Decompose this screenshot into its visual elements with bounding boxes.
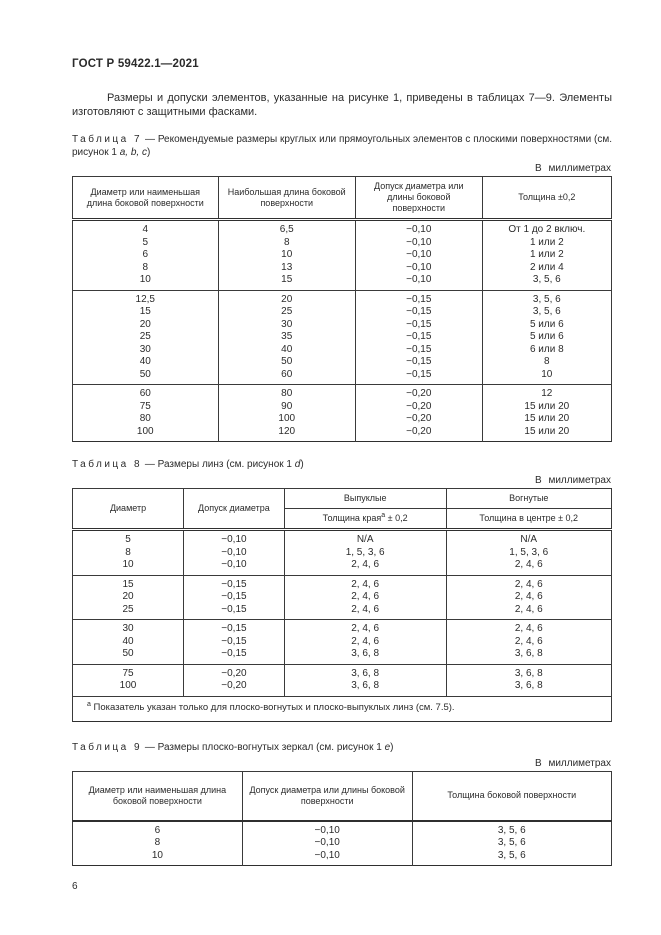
table-cell: 25 [73,604,184,620]
table9-caption-suffix: ) [390,741,394,753]
table-row-group [73,575,612,620]
intro-paragraph: Размеры и допуски элементов, указанные на рисунке 1, приведены в таблицах 7—9. Элементы изготовляют с защитными фасками. [72,92,612,118]
table-cell: 12,5 [73,290,219,306]
table-cell: 20 [73,591,184,604]
table9-col-diameter: Диаметр или наименьшая длина боковой поверхности [73,771,243,821]
table7-caption-figure-refs: a, b, c [119,147,147,158]
table-cell: 10 [73,274,219,290]
table8-col-concave: Вогнутые [446,489,612,509]
table-cell: 6 [73,821,243,838]
table-cell: 2, 4, 6 [284,559,446,575]
table-cell: 2, 4, 6 [284,636,446,649]
table8-col-convex: Выпуклые [284,489,446,509]
table-cell: −0,15 [355,290,482,306]
table-row [73,331,612,344]
table-cell: 1, 5, 3, 6 [446,547,612,560]
table8-caption-suffix: ) [300,459,304,470]
table-cell: 6,5 [218,220,355,237]
table-row [73,290,612,306]
table-cell: −0,10 [242,821,412,838]
table-cell: 10 [73,559,184,575]
table-cell: N/A [446,530,612,547]
table-row [73,591,612,604]
table-row [73,306,612,319]
table-row-group [73,620,612,665]
table-cell: −0,10 [184,530,285,547]
table-cell: 2, 4, 6 [446,636,612,649]
table-cell: 5 [73,530,184,547]
table-row [73,385,612,401]
table-row [73,262,612,275]
table-cell: 8 [73,837,243,850]
header-text: Толщина края [322,513,382,523]
table-row [73,559,612,575]
table-cell: 120 [218,426,355,442]
table-row [73,249,612,262]
page-number: 6 [72,881,78,892]
table-cell: 15 [73,575,184,591]
table-cell: 8 [482,356,611,369]
table-cell: 20 [218,290,355,306]
table-row [73,369,612,385]
table-cell: −0,20 [355,385,482,401]
table-row [73,401,612,414]
table8-col-concave-center-thickness: Толщина в центре ± 0,2 [446,509,612,530]
document-title: ГОСТ Р 59422.1—2021 [72,58,199,70]
table-cell: −0,20 [355,413,482,426]
table-cell: 3, 6, 8 [446,680,612,696]
table-row [73,648,612,664]
table-cell: 2, 4, 6 [284,604,446,620]
table-cell: 50 [73,369,219,385]
table-cell: 4 [73,220,219,237]
table-row-group [73,220,612,291]
table9-caption-text: — Размеры плоско-вогнутых зеркал (см. рисунок 1 [142,741,385,753]
table-cell: 3, 6, 8 [446,664,612,680]
table7-caption [72,133,612,159]
table-cell: 3, 6, 8 [446,648,612,664]
table-row-group [73,664,612,696]
table-cell: 80 [73,413,219,426]
table8-caption-figure-refs: d [294,459,301,470]
table-row-group [73,385,612,442]
table-header-row [73,771,612,821]
table-cell: 1, 5, 3, 6 [284,547,446,560]
table-cell: −0,15 [355,319,482,332]
table-cell: 25 [73,331,219,344]
table-cell: 10 [218,249,355,262]
table-cell: −0,15 [184,636,285,649]
table-cell: 30 [218,319,355,332]
table-cell: −0,15 [355,369,482,385]
table-cell: 3, 5, 6 [412,837,611,850]
table-cell: −0,10 [184,559,285,575]
table-cell: −0,15 [184,604,285,620]
table-cell: 15 или 20 [482,426,611,442]
table-cell: 3, 6, 8 [284,680,446,696]
table-cell: −0,15 [355,344,482,357]
header-text: ± 0,2 [385,513,408,523]
table7-col-thickness: Толщина ±0,2 [482,177,611,220]
table8-caption-text: — Размеры линз (см. рисунок 1 [142,459,295,470]
table-cell: −0,15 [355,356,482,369]
table-row [73,837,612,850]
table-cell: 8 [73,547,184,560]
table7-header [73,177,612,220]
table7-caption-label: Таблица 7 [72,134,143,145]
table-cell: 100 [218,413,355,426]
table9 [72,771,612,867]
table-row [73,850,612,866]
table9-caption [72,741,612,754]
table-cell: 3, 6, 8 [284,664,446,680]
table-row [73,344,612,357]
table-cell: 12 [482,385,611,401]
table-row [73,413,612,426]
table-cell: 2, 4, 6 [284,575,446,591]
table9-col-tolerance: Допуск диаметра или длины боковой поверхности [242,771,412,821]
table-cell: 50 [218,356,355,369]
table-cell: −0,20 [184,680,285,696]
table-cell: 15 или 20 [482,401,611,414]
table-cell: −0,10 [184,547,285,560]
table-cell: 80 [218,385,355,401]
table8-footnote [73,696,612,721]
table-cell: 6 или 8 [482,344,611,357]
table-cell: 3, 5, 6 [412,850,611,866]
table-cell: 2, 4, 6 [446,620,612,636]
table-cell: −0,10 [355,262,482,275]
table8-caption-label: Таблица 8 [72,459,143,470]
table7-caption-suffix: ) [146,147,151,158]
table-cell: −0,10 [355,274,482,290]
table-row-group [73,530,612,576]
table8-col-diameter: Диаметр [73,489,184,530]
table7-col-diameter: Диаметр или наименьшая длина боковой поверхности [73,177,219,220]
table-cell: −0,15 [184,620,285,636]
table-cell: 2, 4, 6 [446,591,612,604]
table8-caption [72,458,612,471]
table7-units-label: В миллиметрах [535,163,611,174]
table-row [73,575,612,591]
table-row [73,636,612,649]
table-cell: 2, 4, 6 [284,620,446,636]
table-row [73,664,612,680]
table-row [73,821,612,838]
table-cell: 3, 6, 8 [284,648,446,664]
table-cell: 2, 4, 6 [446,604,612,620]
table8 [72,488,612,722]
table-cell: 100 [73,426,219,442]
table-cell: 40 [218,344,355,357]
table-cell: 20 [73,319,219,332]
table-cell: 2, 4, 6 [446,575,612,591]
table-cell: 50 [73,648,184,664]
table-cell: 2 или 4 [482,262,611,275]
table-row [73,237,612,250]
table-row [73,319,612,332]
table-cell: 1 или 2 [482,237,611,250]
table-cell: 10 [73,850,243,866]
table-cell: 8 [73,262,219,275]
table-header-row [73,489,612,509]
table-cell: 10 [482,369,611,385]
table-cell: 8 [218,237,355,250]
table8-units-label: В миллиметрах [535,475,611,486]
table-cell: 13 [218,262,355,275]
table-row [73,220,612,237]
table-cell: 15 [218,274,355,290]
table7-col-max-length: Наибольшая длина боковой поверхности [218,177,355,220]
table-cell: 15 [73,306,219,319]
table-cell: 2, 4, 6 [446,559,612,575]
table-header-row [73,177,612,220]
table-cell: 5 или 6 [482,331,611,344]
table-cell: 3, 5, 6 [412,821,611,838]
table-cell: 30 [73,344,219,357]
table8-col-convex-edge-thickness [284,509,446,530]
table-cell: 6 [73,249,219,262]
table-row [73,620,612,636]
table-cell: 5 [73,237,219,250]
table-cell: −0,10 [242,837,412,850]
table-cell: −0,10 [355,220,482,237]
table-cell: 15 или 20 [482,413,611,426]
table-cell: 3, 5, 6 [482,290,611,306]
table-row [73,426,612,442]
table-cell: −0,15 [184,575,285,591]
table-cell: −0,15 [184,591,285,604]
table-cell: 3, 5, 6 [482,274,611,290]
table7 [72,176,612,442]
table9-header [73,771,612,821]
table-cell: От 1 до 2 включ. [482,220,611,237]
table-row [73,547,612,560]
table-cell: 60 [218,369,355,385]
table-cell: 25 [218,306,355,319]
table8-col-tolerance: Допуск диаметра [184,489,285,530]
table9-col-thickness: Толщина боковой поверхности [412,771,611,821]
table-cell: 35 [218,331,355,344]
table9-caption-label: Таблица 9 [72,741,143,753]
table-cell: 75 [73,664,184,680]
table-row [73,604,612,620]
table-cell: −0,20 [355,426,482,442]
table-cell: −0,10 [242,850,412,866]
table-cell: −0,15 [184,648,285,664]
table-cell: 40 [73,636,184,649]
table-cell: 60 [73,385,219,401]
footnote-marker: a [87,700,91,708]
table-cell: 90 [218,401,355,414]
table-row [73,696,612,721]
table7-caption-text: — Рекомендуемые размеры круглых или прямоугольных элементов с плоскими поверхностями (см. рисунок 1 [72,134,612,158]
table-cell: −0,20 [184,664,285,680]
table-row-group [73,290,612,385]
table-cell: 75 [73,401,219,414]
table-cell: −0,10 [355,237,482,250]
table-row [73,274,612,290]
table9-caption-figure-refs: e [384,741,391,753]
table-cell: 3, 5, 6 [482,306,611,319]
table-cell: −0,10 [355,249,482,262]
table-row-group [73,821,612,866]
table-row [73,530,612,547]
table-cell: N/A [284,530,446,547]
table-cell: 100 [73,680,184,696]
table-row [73,680,612,696]
table-cell: −0,20 [355,401,482,414]
table-cell: 1 или 2 [482,249,611,262]
table8-footnote-row [73,696,612,721]
table8-header [73,489,612,530]
table7-col-tolerance: Допуск диаметра или длины боковой поверхности [355,177,482,220]
table-cell: −0,15 [355,306,482,319]
table9-units-label: В миллиметрах [535,757,611,769]
table-cell: −0,15 [355,331,482,344]
table-cell: 40 [73,356,219,369]
page-content [72,0,612,892]
footnote-marker: a [381,512,386,519]
table-row [73,356,612,369]
footnote-text: Показатель указан только для плоско-вогнутых и плоско-выпуклых линз (см. 7.5). [90,701,455,713]
table-cell: 30 [73,620,184,636]
table-cell: 5 или 6 [482,319,611,332]
table-cell: 2, 4, 6 [284,591,446,604]
